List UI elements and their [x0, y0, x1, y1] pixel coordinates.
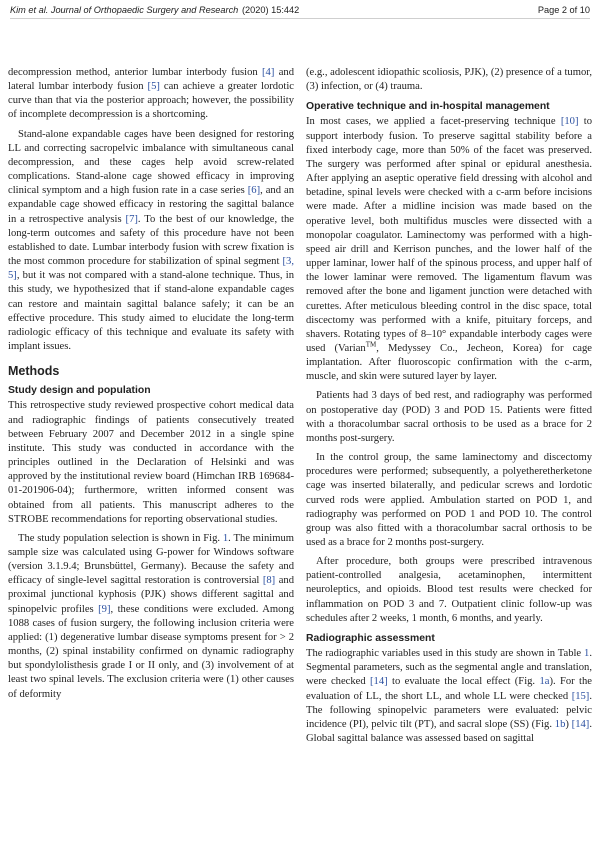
paragraph: This retrospective study reviewed prospective cohort medical data and radiographic findings of patients consecutively treated between February 2007 and December 2012 in a single spine institute. This study was conducted in accordance with the principles outlined in the Declaration of Helsinki and was approved by the institutional review board (Himchan IRB 169684-01-201906-04); furthermore, written informed consent was obtained from all patients. This manuscript adheres to the STROBE recommendations for reporting observational studies. — [8, 400, 294, 525]
journal-citation: Kim et al. Journal of Orthopaedic Surgery and Research — [10, 5, 239, 15]
right-column — [306, 66, 592, 751]
subsection-heading-radiographic-assessment: Radiographic assessment — [306, 632, 435, 644]
figure-link[interactable]: 1 — [222, 532, 229, 544]
running-head — [10, 5, 590, 15]
paragraph: In the control group, the same laminectomy and discectomy procedures were performed; subsequently, a polyetheretherketone cage was inserted bilaterally, and pedicular screws and lordotic curved rods were applied. Ambulation started on POD 1, and radiography was performed on POD 1 and POD 10. The control group was also fitted with a thoracolumbar sacral orthosis to be used as a brace for 2 months post-surgery. — [306, 452, 592, 548]
paragraph: After procedure, both groups were prescribed intravenous patient-controlled analgesia, acetaminophen, intermittent neuroleptics, and opioids. Blood test results were checked for inflammation on POD 3 and 7. Outpatient clinic follow-up was schedules after 2 weeks, 1 month, 6 months, and yearly. — [306, 556, 592, 624]
citation-link[interactable]: [14] — [571, 718, 590, 730]
figure-link[interactable]: 1b — [554, 718, 566, 730]
citation-link[interactable]: [10] — [560, 116, 579, 128]
paragraph: decompression method, anterior lumbar interbody fusion [4] and lateral lumbar interbody fusion [5] can achieve a greater lordotic curve than that via the posterior approach; however, the possibility of incomplete decompression is a shortcoming. — [8, 67, 294, 121]
citation-link[interactable]: [3, 5] — [8, 256, 294, 282]
citation-link[interactable]: [15] — [571, 690, 590, 702]
paragraph: (e.g., adolescent idiopathic scoliosis, PJK), (2) presence of a tumor, (3) infection, or (4) trauma. — [306, 67, 592, 93]
citation-link[interactable]: [8] — [262, 575, 276, 587]
subsection-heading-study-design: Study design and population — [8, 385, 151, 397]
citation-link[interactable]: [14] — [370, 676, 388, 688]
header-rule — [10, 18, 590, 19]
subsection-heading-operative-technique: Operative technique and in-hospital management — [306, 101, 550, 113]
page-number: Page 2 of 10 — [537, 5, 590, 15]
citation-link[interactable]: [5] — [147, 81, 160, 93]
figure-link[interactable]: 1a — [539, 676, 550, 688]
citation-link[interactable]: [9] — [98, 603, 111, 615]
citation-year: (2020) 15:442 — [242, 5, 300, 15]
citation-link[interactable]: [6] — [247, 185, 261, 197]
paragraph: The radiographic variables used in this study are shown in Table 1. Segmental parameters, such as the segmental angle and translation, were checked [14] to evaluate the local effect (Fig. 1a). For the evaluation of LL, the short LL, and whole LL were checked [15]. The following spinopelvic parameters were evaluated: pelvic incidence (PI), pelvic tilt (PT), and sacral slope (SS) (Fig. 1b) [14]. Global sagittal balance was assessed based on sagittal — [306, 648, 592, 745]
trademark-mark: TM — [365, 340, 377, 349]
citation-link[interactable]: [4] — [262, 67, 275, 78]
paragraph: Stand-alone expandable cages have been designed for restoring LL and correcting sacropelvic imbalance with simultaneous canal decompression, and these cages help avoid screw-related complications. Stand-alone cage showed efficacy in improving clinical symptom and a high fusion rate in a case series [6], and an expandable cage showed efficacy in restoring the sagittal balance in a retrospective analysis [7]. To the best of our knowledge, the long-term outcomes and safety of this procedure have not been established to date. Lumbar interbody fusion with screw fixation is the most common procedure for stabilization of spinal segment [3, 5], but it was not compared with a stand-alone technique. Thus, in this study, we hypothesized that if stand-alone expandable cages can restore and maintain sagittal balance safely; it can be an effective procedure. This study aimed to elucidate the long-term radiologic efficacy of this technique and evaluate its safety with implant issues. — [8, 128, 294, 352]
citation-link[interactable]: [7] — [125, 213, 138, 225]
paragraph: The study population selection is shown in Fig. 1. The minimum sample size was calculated using G-power for Windows software (version 3.1.9.4; Brunsbüttel, Germany). Because the safety and efficacy of single-level sagittal restoration is controversial [8] and proximal junctional kyphosis (PJK) shows different sagittal and spinopelvic profiles [9], these conditions were excluded. Among 1088 cases of fusion surgery, the following inclusion criteria were applied: (1) degenerative lumbar disease symptoms present for > 2 months, (2) spinal instability confirmed on dynamic radiography but spondylolisthesis grade I or II only, and (3) involvement of at least two spinal levels. The exclusion criteria were (1) other causes of deformity — [8, 532, 294, 700]
left-column — [8, 66, 294, 707]
table-link[interactable]: 1 — [584, 648, 590, 660]
paragraph: In most cases, we applied a facet-preserving technique [10] to support interbody fusion. To preserve sagittal stability before a fixed interbody cage, more than 50% of the facet was preserved. The surgery was performed after spinal or epidural anesthesia. After applying an aseptic operative field dressing with alcohol and betadine, spinal levels were checked with a c-arm before incisions were made. After a midline incision was made based on the operative level, both multifidus muscles were dissected with a monopolar coagulator. Laminectomy was performed with a high-speed air drill and Kerrison punches, and the lower half of the upper laminar, lower half of the spinous process, and upper half of the lower laminar were removed. The ligamentum flavum was removed after the bone and ligament junction were detached with curettes. After meticulous bleeding control in the disc space, total discectomy was performed with a knife, pituitary forceps, and shavers. Rotating types of 8–10° expandable interbody cages were used (Varian™, Medyssey Co., Jecheon, Korea) for cage implantation. After fluoroscopic confirmation with the c-arm, muscle, and skin were sutured layer by layer. — [306, 116, 592, 383]
paragraph: Patients had 3 days of bed rest, and radiography was performed on postoperative day (POD) 3 and POD 15. Patients were fitted with a thoracolumbar sacral orthosis to be used as a brace for 2 months post-surgery. — [306, 390, 592, 444]
section-heading-methods: Methods — [8, 364, 60, 379]
